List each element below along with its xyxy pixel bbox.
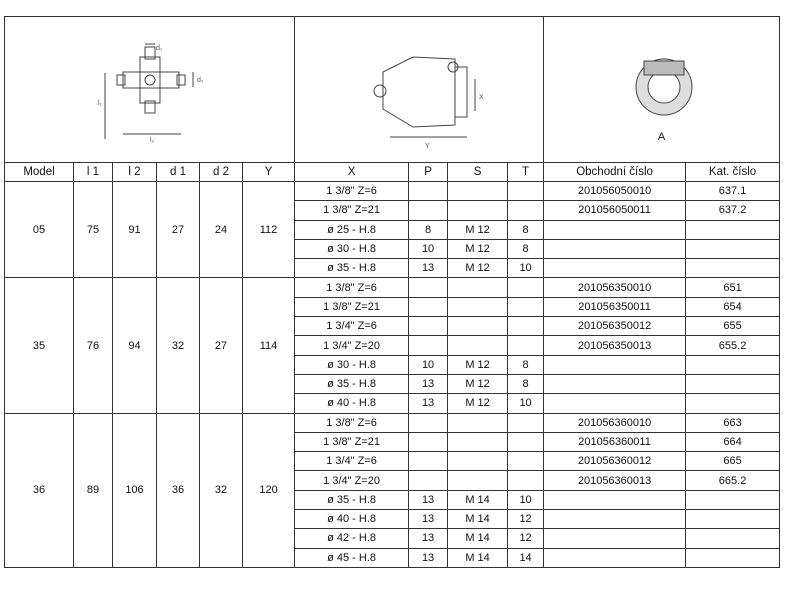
cell-kat bbox=[686, 394, 780, 413]
cell-s bbox=[448, 471, 508, 490]
cell-x: 1 3/8" Z=6 bbox=[295, 278, 409, 297]
cell-p: 10 bbox=[409, 355, 448, 374]
cell-t bbox=[508, 297, 544, 316]
cell-x: 1 3/4" Z=6 bbox=[295, 452, 409, 471]
cell-p bbox=[409, 297, 448, 316]
cell-l2: 94 bbox=[113, 278, 157, 413]
column-header-x: X bbox=[295, 163, 409, 182]
cell-p bbox=[409, 336, 448, 355]
cell-p bbox=[409, 413, 448, 432]
cell-x: 1 3/8" Z=6 bbox=[295, 182, 409, 201]
cell-l2: 106 bbox=[113, 413, 157, 567]
cell-kat: 665.2 bbox=[686, 471, 780, 490]
cell-x: ø 35 - H.8 bbox=[295, 374, 409, 393]
cross-l2-label: l₂ bbox=[150, 137, 155, 144]
column-header-obchodni-cislo: Obchodní číslo bbox=[544, 163, 686, 182]
cell-d2: 32 bbox=[200, 413, 243, 567]
column-header-p: P bbox=[409, 163, 448, 182]
cell-obchodni bbox=[544, 259, 686, 278]
cell-p: 13 bbox=[409, 490, 448, 509]
cell-p bbox=[409, 471, 448, 490]
cell-s: M 14 bbox=[448, 548, 508, 567]
cell-s: M 12 bbox=[448, 374, 508, 393]
cell-t: 12 bbox=[508, 529, 544, 548]
cell-obchodni bbox=[544, 394, 686, 413]
cell-s: M 12 bbox=[448, 239, 508, 258]
cell-obchodni: 201056360010 bbox=[544, 413, 686, 432]
cell-t: 10 bbox=[508, 490, 544, 509]
yoke-x-label: X bbox=[479, 94, 484, 101]
cell-p bbox=[409, 182, 448, 201]
cell-s: M 12 bbox=[448, 259, 508, 278]
cell-t: 10 bbox=[508, 259, 544, 278]
column-header-model: Model bbox=[5, 163, 74, 182]
spec-table bbox=[4, 16, 780, 568]
cell-x: 1 3/8" Z=21 bbox=[295, 297, 409, 316]
cell-p: 8 bbox=[409, 220, 448, 239]
cross-d1-label: d₁ bbox=[156, 45, 163, 52]
cell-t bbox=[508, 432, 544, 451]
cell-p: 13 bbox=[409, 548, 448, 567]
drawing-row bbox=[5, 17, 780, 163]
cell-kat: 664 bbox=[686, 432, 780, 451]
cell-kat: 637.2 bbox=[686, 201, 780, 220]
cell-x: ø 40 - H.8 bbox=[295, 510, 409, 529]
cell-p: 10 bbox=[409, 239, 448, 258]
cell-x: ø 25 - H.8 bbox=[295, 220, 409, 239]
cell-obchodni bbox=[544, 220, 686, 239]
cell-d1: 32 bbox=[157, 278, 200, 413]
cross-joint-diagram-icon bbox=[5, 17, 293, 162]
cell-s bbox=[448, 432, 508, 451]
cell-x: 1 3/8" Z=6 bbox=[295, 413, 409, 432]
cross-d2-label: d₂ bbox=[197, 77, 204, 84]
cell-obchodni bbox=[544, 239, 686, 258]
column-header-kat-cislo: Kat. číslo bbox=[686, 163, 780, 182]
cell-s bbox=[448, 278, 508, 297]
cell-model: 05 bbox=[5, 182, 74, 278]
cell-obchodni: 201056050010 bbox=[544, 182, 686, 201]
cell-p bbox=[409, 201, 448, 220]
cell-x: ø 40 - H.8 bbox=[295, 394, 409, 413]
cell-l1: 89 bbox=[74, 413, 113, 567]
cell-kat bbox=[686, 529, 780, 548]
cell-p bbox=[409, 317, 448, 336]
cell-obchodni: 201056360011 bbox=[544, 432, 686, 451]
cell-t bbox=[508, 336, 544, 355]
cell-y: 120 bbox=[243, 413, 295, 567]
cell-s bbox=[448, 336, 508, 355]
cell-x: ø 35 - H.8 bbox=[295, 259, 409, 278]
cell-p: 13 bbox=[409, 510, 448, 529]
cell-x: ø 30 - H.8 bbox=[295, 239, 409, 258]
cell-kat: 651 bbox=[686, 278, 780, 297]
cell-s bbox=[448, 452, 508, 471]
detail-a-drawing bbox=[544, 17, 780, 163]
cell-kat: 663 bbox=[686, 413, 780, 432]
table-row bbox=[5, 413, 780, 432]
column-header-s: S bbox=[448, 163, 508, 182]
cell-obchodni bbox=[544, 355, 686, 374]
yoke-y-label: Y bbox=[425, 143, 430, 150]
yoke-drawing bbox=[295, 17, 544, 163]
cell-s: M 14 bbox=[448, 510, 508, 529]
cell-d2: 27 bbox=[200, 278, 243, 413]
cell-obchodni bbox=[544, 490, 686, 509]
cell-d1: 27 bbox=[157, 182, 200, 278]
cell-kat bbox=[686, 259, 780, 278]
cell-s: M 12 bbox=[448, 394, 508, 413]
cell-obchodni: 201056050011 bbox=[544, 201, 686, 220]
table-row bbox=[5, 182, 780, 201]
cell-obchodni: 201056350011 bbox=[544, 297, 686, 316]
cell-kat bbox=[686, 510, 780, 529]
cell-obchodni: 201056360012 bbox=[544, 452, 686, 471]
cell-x: ø 42 - H.8 bbox=[295, 529, 409, 548]
cell-obchodni bbox=[544, 374, 686, 393]
cell-x: 1 3/8" Z=21 bbox=[295, 201, 409, 220]
cell-s: M 12 bbox=[448, 355, 508, 374]
cell-x: 1 3/4" Z=6 bbox=[295, 317, 409, 336]
cell-s: M 14 bbox=[448, 490, 508, 509]
detail-a-label: A bbox=[657, 131, 666, 143]
cell-t: 8 bbox=[508, 355, 544, 374]
cell-y: 114 bbox=[243, 278, 295, 413]
cell-t bbox=[508, 471, 544, 490]
cell-obchodni: 201056350012 bbox=[544, 317, 686, 336]
column-header-t: T bbox=[508, 163, 544, 182]
cell-s bbox=[448, 201, 508, 220]
cell-obchodni bbox=[544, 548, 686, 567]
cell-x: 1 3/4" Z=20 bbox=[295, 471, 409, 490]
cell-p: 13 bbox=[409, 529, 448, 548]
cell-x: 1 3/8" Z=21 bbox=[295, 432, 409, 451]
cell-model: 36 bbox=[5, 413, 74, 567]
cell-model: 35 bbox=[5, 278, 74, 413]
cell-t bbox=[508, 278, 544, 297]
cell-p bbox=[409, 278, 448, 297]
cell-kat bbox=[686, 374, 780, 393]
cell-t bbox=[508, 201, 544, 220]
cell-kat bbox=[686, 355, 780, 374]
cell-x: ø 30 - H.8 bbox=[295, 355, 409, 374]
cell-s bbox=[448, 182, 508, 201]
cell-t: 12 bbox=[508, 510, 544, 529]
cell-y: 112 bbox=[243, 182, 295, 278]
cell-kat: 654 bbox=[686, 297, 780, 316]
cell-t bbox=[508, 182, 544, 201]
cell-x: ø 45 - H.8 bbox=[295, 548, 409, 567]
cell-x: ø 35 - H.8 bbox=[295, 490, 409, 509]
cell-p bbox=[409, 432, 448, 451]
cell-kat: 665 bbox=[686, 452, 780, 471]
cell-t: 14 bbox=[508, 548, 544, 567]
cell-x: 1 3/4" Z=20 bbox=[295, 336, 409, 355]
column-header-l1: l 1 bbox=[74, 163, 113, 182]
cell-t: 8 bbox=[508, 220, 544, 239]
cell-l1: 75 bbox=[74, 182, 113, 278]
yoke-diagram-icon bbox=[295, 17, 544, 162]
column-header-d1: d 1 bbox=[157, 163, 200, 182]
cell-t bbox=[508, 452, 544, 471]
cell-s: M 12 bbox=[448, 220, 508, 239]
cell-p: 13 bbox=[409, 394, 448, 413]
table-row bbox=[5, 278, 780, 297]
cell-t: 8 bbox=[508, 374, 544, 393]
cell-obchodni: 201056350013 bbox=[544, 336, 686, 355]
cell-kat: 637.1 bbox=[686, 182, 780, 201]
column-header-y: Y bbox=[243, 163, 295, 182]
cell-p: 13 bbox=[409, 259, 448, 278]
cell-t bbox=[508, 413, 544, 432]
cell-s bbox=[448, 317, 508, 336]
cell-kat: 655.2 bbox=[686, 336, 780, 355]
header-row bbox=[5, 163, 780, 182]
cell-kat bbox=[686, 548, 780, 567]
cross-l1-label: l₁ bbox=[98, 100, 102, 107]
cell-obchodni: 201056350010 bbox=[544, 278, 686, 297]
cell-t: 10 bbox=[508, 394, 544, 413]
column-header-l2: l 2 bbox=[113, 163, 157, 182]
cell-obchodni: 201056360013 bbox=[544, 471, 686, 490]
cell-obchodni bbox=[544, 529, 686, 548]
cell-s: M 14 bbox=[448, 529, 508, 548]
cell-obchodni bbox=[544, 510, 686, 529]
cell-s bbox=[448, 297, 508, 316]
column-header-d2: d 2 bbox=[200, 163, 243, 182]
cell-d1: 36 bbox=[157, 413, 200, 567]
cell-t: 8 bbox=[508, 239, 544, 258]
cell-l1: 76 bbox=[74, 278, 113, 413]
cell-s bbox=[448, 413, 508, 432]
cell-d2: 24 bbox=[200, 182, 243, 278]
cell-kat: 655 bbox=[686, 317, 780, 336]
cell-p: 13 bbox=[409, 374, 448, 393]
cell-l2: 91 bbox=[113, 182, 157, 278]
detail-a-diagram-icon bbox=[544, 17, 780, 127]
cell-p bbox=[409, 452, 448, 471]
cross-joint-drawing bbox=[5, 17, 295, 163]
cell-kat bbox=[686, 220, 780, 239]
cell-kat bbox=[686, 490, 780, 509]
cell-t bbox=[508, 317, 544, 336]
cell-kat bbox=[686, 239, 780, 258]
